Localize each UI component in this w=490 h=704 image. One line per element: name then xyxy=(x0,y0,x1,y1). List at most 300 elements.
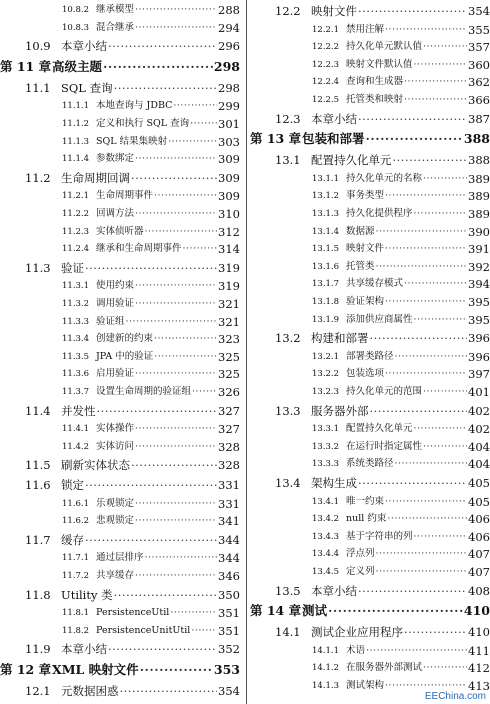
toc-entry-sub xyxy=(0,366,240,382)
toc-title: 通过层排序 xyxy=(96,552,144,564)
toc-page-number: 350 xyxy=(218,587,240,602)
toc-entry-chapter xyxy=(250,601,490,620)
toc-entry-section xyxy=(0,259,240,277)
toc-entry-sub xyxy=(0,116,240,132)
toc-title: Utility 类 xyxy=(61,587,113,602)
toc-title: 持久化单元默认值 xyxy=(346,41,423,53)
toc-entry-sub xyxy=(250,529,490,545)
toc-title: 高级主题 xyxy=(52,58,103,74)
toc-title: 混合继承 xyxy=(96,21,135,33)
leader-dots xyxy=(135,2,217,18)
leader-dots xyxy=(376,564,468,580)
toc-entry-sub xyxy=(0,206,240,222)
toc-number: 11.1 xyxy=(25,80,51,95)
toc-title: 本章小结 xyxy=(61,642,107,657)
toc-entry-sub xyxy=(250,74,490,90)
toc-entry-sub xyxy=(0,349,240,365)
toc-title: 实体访问 xyxy=(96,440,135,452)
leader-dots xyxy=(414,57,468,73)
leader-dots xyxy=(131,169,217,187)
toc-title: 使用约束 xyxy=(96,280,135,292)
toc-number: 12.1 xyxy=(25,684,51,698)
toc-title: 配置持久化单元 xyxy=(311,153,392,168)
toc-page-number: 402 xyxy=(468,403,490,418)
toc-page-number: 351 xyxy=(218,606,240,621)
leader-dots xyxy=(114,586,217,604)
toc-page-number: 331 xyxy=(218,496,240,511)
toc-title: 持久化提供程序 xyxy=(346,208,413,219)
leader-dots xyxy=(404,623,467,641)
toc-number: 11.4.2 xyxy=(62,441,90,452)
toc-page-number: 354 xyxy=(468,4,490,18)
toc-entry-sub xyxy=(0,314,240,330)
toc-page-number: 298 xyxy=(213,58,240,74)
toc-title: 映射文件默认值 xyxy=(346,58,413,70)
toc-entry-section xyxy=(250,329,490,347)
toc-title: 架构生成 xyxy=(311,476,357,490)
toc-title: 持久化单元的名称 xyxy=(346,172,423,184)
toc-entry-sub xyxy=(250,564,490,580)
toc-page-number: 327 xyxy=(218,403,240,418)
toc-title: 测试架构 xyxy=(346,680,385,691)
toc-number: 11.3.7 xyxy=(62,387,90,397)
leader-dots xyxy=(190,116,217,132)
toc-page-number: 402 xyxy=(468,422,490,437)
toc-number: 12.2 xyxy=(275,4,301,18)
toc-number: 11.7 xyxy=(25,532,51,547)
toc-entry-chapter xyxy=(0,660,240,679)
toc-entry-sub xyxy=(250,494,490,510)
toc-title: 本章小结 xyxy=(311,583,357,598)
toc-number: 13.2.2 xyxy=(312,369,340,380)
leader-dots xyxy=(114,79,217,97)
toc-page-number: 344 xyxy=(218,532,240,547)
toc-page-number: 294 xyxy=(218,20,240,35)
toc-page-number: 309 xyxy=(218,189,240,204)
toc-page-number: 410 xyxy=(463,603,490,619)
leader-dots xyxy=(145,550,218,566)
leader-dots xyxy=(154,188,217,204)
toc-entry-sub xyxy=(250,511,490,527)
toc-title: 添加供应商属性 xyxy=(346,313,413,325)
toc-page-number: 396 xyxy=(468,349,490,364)
toc-page-number: 404 xyxy=(468,457,490,472)
toc-number: 11.3.1 xyxy=(62,281,90,292)
toc-entry-sub xyxy=(250,57,490,73)
toc-title: PersistenceUnitUtil xyxy=(96,624,191,636)
toc-page-number: 360 xyxy=(468,57,490,72)
toc-number: 12.2.2 xyxy=(312,42,340,53)
toc-number: 10.9 xyxy=(25,39,51,54)
toc-title: 悲观锁定 xyxy=(96,515,135,527)
toc-title: 服务器外部 xyxy=(311,403,369,418)
toc-page-number: 355 xyxy=(468,22,490,37)
toc-title: 包装选项 xyxy=(346,368,385,380)
toc-number: 11.5 xyxy=(25,458,51,473)
leader-dots xyxy=(376,259,468,275)
toc-number: 13.4.4 xyxy=(312,549,340,560)
toc-number: 13.4.3 xyxy=(312,531,340,542)
toc-title: 乐观锁定 xyxy=(96,497,135,509)
toc-entry-sub xyxy=(0,296,240,312)
toc-entry-section xyxy=(250,110,490,128)
toc-page-number: 407 xyxy=(468,547,490,562)
toc-entry-sub xyxy=(250,421,490,437)
toc-page-number: 351 xyxy=(218,623,240,638)
leader-dots xyxy=(103,57,213,76)
toc-page-number: 296 xyxy=(218,39,240,54)
leader-dots xyxy=(97,402,218,420)
toc-title: 在服务器外部测试 xyxy=(346,662,423,674)
toc-title: 系统类路径 xyxy=(346,458,394,470)
toc-entry-sub xyxy=(250,456,490,472)
leader-dots xyxy=(385,22,467,38)
leader-dots xyxy=(414,312,468,328)
toc-number: 第 13 章 xyxy=(250,131,302,147)
toc-title: 本章小结 xyxy=(311,111,357,126)
toc-number: 11.4.1 xyxy=(62,424,90,435)
toc-number: 11.3.3 xyxy=(62,316,90,327)
toc-number: 13.1.7 xyxy=(312,279,340,290)
toc-page-number: 344 xyxy=(218,551,240,566)
leader-dots xyxy=(191,623,217,639)
toc-entry-sub xyxy=(0,224,240,240)
leader-dots xyxy=(168,134,217,150)
toc-page-number: 303 xyxy=(218,134,240,149)
leader-dots xyxy=(366,643,467,659)
toc-page-number: 357 xyxy=(468,40,490,55)
toc-number: 13.1.8 xyxy=(312,297,340,307)
toc-page-number: 390 xyxy=(468,224,490,239)
toc-title: JPA 中的验证 xyxy=(96,350,154,362)
leader-dots xyxy=(404,276,467,292)
toc-entry-section xyxy=(0,586,240,604)
toc-page-number: 408 xyxy=(468,583,490,598)
toc-page-number: 389 xyxy=(468,189,490,204)
leader-dots xyxy=(135,421,217,437)
toc-entry-sub xyxy=(0,568,240,584)
toc-title: 创建新的约束 xyxy=(96,333,154,345)
leader-dots xyxy=(131,456,217,474)
toc-page-number: 321 xyxy=(218,314,240,329)
toc-number: 13.3.1 xyxy=(312,424,340,435)
toc-title: 共享缓存 xyxy=(96,570,135,581)
toc-title: 托管类 xyxy=(346,260,375,272)
toc-entry-chapter xyxy=(0,57,240,76)
toc-title: XML 映射文件 xyxy=(52,662,139,677)
toc-title: 生命周期事件 xyxy=(96,190,154,202)
toc-number: 11.8 xyxy=(25,587,51,602)
leader-dots xyxy=(135,296,217,312)
toc-page-number: 411 xyxy=(468,643,490,658)
toc-title: 并发性 xyxy=(61,403,96,418)
toc-page-number: 388 xyxy=(463,131,490,147)
toc-number: 13.1.4 xyxy=(312,226,340,237)
leader-dots xyxy=(154,331,217,347)
toc-entry-sub xyxy=(250,188,490,204)
toc-number: 13.1.3 xyxy=(312,209,340,219)
toc-number: 13.1.9 xyxy=(312,314,340,325)
toc-number: 13.3.3 xyxy=(312,459,340,470)
toc-number: 11.1.4 xyxy=(62,154,90,165)
toc-number: 12.3 xyxy=(275,111,301,126)
toc-page-number: 396 xyxy=(468,331,490,346)
toc-page-number: 407 xyxy=(468,565,490,579)
leader-dots xyxy=(385,494,467,510)
toc-number: 11.2.2 xyxy=(62,209,90,219)
leader-dots xyxy=(404,92,467,108)
toc-page-number: 331 xyxy=(218,478,240,492)
toc-page-number: 410 xyxy=(468,625,490,640)
leader-dots xyxy=(85,531,217,549)
toc-number: 10.8.2 xyxy=(62,5,90,15)
toc-page-number: 395 xyxy=(468,312,490,327)
toc-number: 11.1.2 xyxy=(62,119,90,129)
toc-number: 11.3.5 xyxy=(62,351,90,362)
toc-title: 锁定 xyxy=(61,478,84,492)
toc-entry-section xyxy=(0,37,240,55)
toc-entry-sub xyxy=(0,134,240,150)
toc-number: 11.7.2 xyxy=(62,571,90,581)
toc-entry-sub xyxy=(0,384,240,400)
toc-entry-section xyxy=(0,682,240,700)
toc-number: 12.2.1 xyxy=(312,24,340,35)
leader-dots xyxy=(385,241,467,257)
toc-title: 浮点列 xyxy=(346,548,375,560)
toc-page-number: 310 xyxy=(218,207,240,221)
toc-page-number: 389 xyxy=(468,207,490,221)
toc-number: 13.3.2 xyxy=(312,441,340,452)
leader-dots xyxy=(385,294,467,310)
toc-number: 13.2.3 xyxy=(312,387,340,397)
toc-entry-sub xyxy=(250,312,490,328)
toc-page-number: 325 xyxy=(218,349,240,364)
toc-number: 第 14 章 xyxy=(250,603,302,619)
toc-entry-section xyxy=(250,474,490,492)
toc-entry-section xyxy=(250,2,490,20)
toc-page-number: 406 xyxy=(468,529,490,544)
toc-page-number: 395 xyxy=(468,295,490,309)
toc-number: 11.1.3 xyxy=(62,136,90,147)
toc-title: 继承模型 xyxy=(96,4,135,15)
toc-number: 11.2.1 xyxy=(62,191,90,202)
toc-page-number: 388 xyxy=(468,153,490,168)
toc-title: 继承和生命周期事件 xyxy=(96,243,182,255)
toc-entry-sub xyxy=(250,384,490,400)
leader-dots xyxy=(358,2,467,20)
toc-title: 基于字符串的列 xyxy=(346,530,413,542)
toc-number: 10.8.3 xyxy=(62,22,90,33)
toc-entry-sub xyxy=(0,623,240,639)
toc-title: 托管类和映射 xyxy=(346,94,404,105)
toc-number: 13.4.1 xyxy=(312,496,340,507)
toc-entry-section xyxy=(250,151,490,169)
toc-entry-sub xyxy=(250,546,490,562)
leader-dots xyxy=(370,402,468,420)
toc-entry-sub xyxy=(0,151,240,167)
toc-number: 第 12 章 xyxy=(0,662,52,677)
toc-number: 13.1.1 xyxy=(312,173,340,184)
toc-title: SQL 结果集映射 xyxy=(96,135,168,147)
leader-dots xyxy=(393,151,468,169)
toc-title: 定义和执行 SQL 查询 xyxy=(96,118,190,129)
toc-entry-sub xyxy=(250,92,490,108)
leader-dots xyxy=(328,601,463,620)
leader-dots xyxy=(135,20,217,36)
toc-title: 构建和部署 xyxy=(311,331,369,346)
toc-entry-sub xyxy=(0,513,240,529)
toc-page-number: 405 xyxy=(468,494,490,509)
leader-dots xyxy=(126,314,218,330)
toc-entry-sub xyxy=(250,349,490,365)
toc-title: 刷新实体状态 xyxy=(61,458,130,473)
toc-entry-sub xyxy=(250,259,490,275)
toc-entry-section xyxy=(0,402,240,420)
toc-entry-sub xyxy=(0,2,240,18)
toc-page-number: 352 xyxy=(218,642,240,657)
toc-entry-sub xyxy=(250,224,490,240)
toc-number: 11.6 xyxy=(25,478,51,492)
leader-dots xyxy=(135,496,217,512)
toc-page-number: 327 xyxy=(218,422,240,437)
toc-page-number: 309 xyxy=(218,170,240,185)
toc-page-number: 346 xyxy=(218,569,240,583)
toc-number: 11.8.2 xyxy=(62,625,90,636)
toc-page-number: 392 xyxy=(468,259,490,274)
toc-page-number: 389 xyxy=(468,171,490,186)
toc-entry-sub xyxy=(0,98,240,114)
toc-title: 唯一约束 xyxy=(346,495,385,507)
leader-dots xyxy=(414,421,468,437)
toc-page-number: 362 xyxy=(468,75,490,90)
toc-number: 13.4 xyxy=(275,476,301,490)
toc-number: 13.5 xyxy=(275,583,301,598)
toc-page-number: 309 xyxy=(218,152,240,167)
leader-dots xyxy=(135,568,217,584)
toc-page-number: 299 xyxy=(218,99,240,114)
toc-number: 13.1.6 xyxy=(312,261,340,272)
toc-number: 13.1.5 xyxy=(312,244,340,255)
leader-dots xyxy=(140,660,213,679)
leader-dots xyxy=(135,513,217,529)
toc-title: 部署类路径 xyxy=(346,350,394,362)
toc-title: 验证架构 xyxy=(346,296,385,307)
toc-title: 生命周期回调 xyxy=(61,170,130,185)
toc-page-number: 397 xyxy=(468,367,490,382)
toc-title: 测试企业应用程序 xyxy=(311,625,403,640)
toc-title: 验证组 xyxy=(96,315,125,327)
toc-title: 缓存 xyxy=(61,532,84,547)
toc-entry-section xyxy=(0,640,240,658)
toc-title: 查询和生成器 xyxy=(346,76,404,88)
toc-title: 包装和部署 xyxy=(302,131,365,147)
toc-page-number: 301 xyxy=(218,117,240,131)
leader-dots xyxy=(376,224,468,240)
toc-number: 12.2.4 xyxy=(312,77,340,88)
toc-page-number: 406 xyxy=(468,512,490,527)
leader-dots xyxy=(387,511,467,527)
toc-number: 11.2.3 xyxy=(62,226,90,237)
toc-title: 共享缓存模式 xyxy=(346,278,404,290)
leader-dots xyxy=(135,278,217,294)
toc-page-number: 288 xyxy=(218,3,240,17)
toc-number: 11.6.1 xyxy=(62,498,90,509)
toc-title: 参数绑定 xyxy=(96,153,135,165)
toc-title: 设置生命周期的验证组 xyxy=(96,386,192,397)
toc-number: 12.2.5 xyxy=(312,95,340,105)
toc-number: 11.3.4 xyxy=(62,334,90,345)
toc-page-number: 401 xyxy=(468,385,490,399)
toc-page-number: 323 xyxy=(218,332,240,347)
toc-number: 11.3.6 xyxy=(62,369,90,380)
toc-title: 在运行时指定属性 xyxy=(346,440,423,452)
toc-page-number: 413 xyxy=(468,679,490,693)
toc-title: 启用验证 xyxy=(96,368,135,380)
leader-dots xyxy=(358,110,467,128)
toc-title: 调用验证 xyxy=(96,298,135,309)
leader-dots xyxy=(135,206,217,222)
toc-title: 元数据困惑 xyxy=(61,684,119,698)
toc-entry-section xyxy=(0,169,240,187)
leader-dots xyxy=(154,349,217,365)
toc-page-number: 391 xyxy=(468,242,490,257)
toc-title: 映射文件 xyxy=(311,4,357,18)
toc-page-number: 312 xyxy=(218,224,240,239)
toc-page-number: 353 xyxy=(213,662,240,677)
toc-number: 14.1.3 xyxy=(312,681,340,691)
toc-page-number: 325 xyxy=(218,367,240,382)
toc-number: 13.2.1 xyxy=(312,351,340,362)
toc-entry-sub xyxy=(0,496,240,512)
toc-entry-chapter xyxy=(250,129,490,148)
toc-title: 术语 xyxy=(346,644,366,656)
toc-entry-sub xyxy=(0,20,240,36)
leader-dots xyxy=(385,366,467,382)
toc-entry-sub xyxy=(250,241,490,257)
toc-entry-sub xyxy=(0,439,240,455)
leader-dots xyxy=(183,241,218,257)
leader-dots xyxy=(358,474,467,492)
toc-entry-sub xyxy=(250,39,490,55)
toc-entry-sub xyxy=(250,366,490,382)
toc-page-number: 319 xyxy=(218,279,240,294)
toc-number: 11.1.1 xyxy=(62,101,90,112)
toc-title: 数据源 xyxy=(346,225,375,237)
toc-entry-sub xyxy=(250,294,490,310)
toc-number: 11.7.1 xyxy=(62,553,90,564)
leader-dots xyxy=(404,74,467,90)
leader-dots xyxy=(358,582,467,600)
toc-number: 12.2.3 xyxy=(312,59,340,70)
leader-dots xyxy=(423,39,467,55)
toc-page-number: 412 xyxy=(468,661,490,676)
toc-page-number: 394 xyxy=(468,277,490,292)
leader-dots xyxy=(414,529,468,545)
toc-number: 13.3 xyxy=(275,403,301,418)
leader-dots xyxy=(414,206,468,222)
toc-number: 11.4 xyxy=(25,403,51,418)
toc-entry-section xyxy=(250,623,490,641)
toc-page-number: 314 xyxy=(218,242,240,257)
toc-page-number: 404 xyxy=(468,439,490,454)
toc-number: 11.6.2 xyxy=(62,516,90,527)
toc-title: 实体操作 xyxy=(96,423,135,435)
toc-page-number: 321 xyxy=(218,297,240,311)
toc-number: 第 11 章 xyxy=(0,58,52,74)
toc-number: 11.3.2 xyxy=(62,299,90,309)
toc-entry-sub xyxy=(0,188,240,204)
leader-dots xyxy=(135,151,217,167)
